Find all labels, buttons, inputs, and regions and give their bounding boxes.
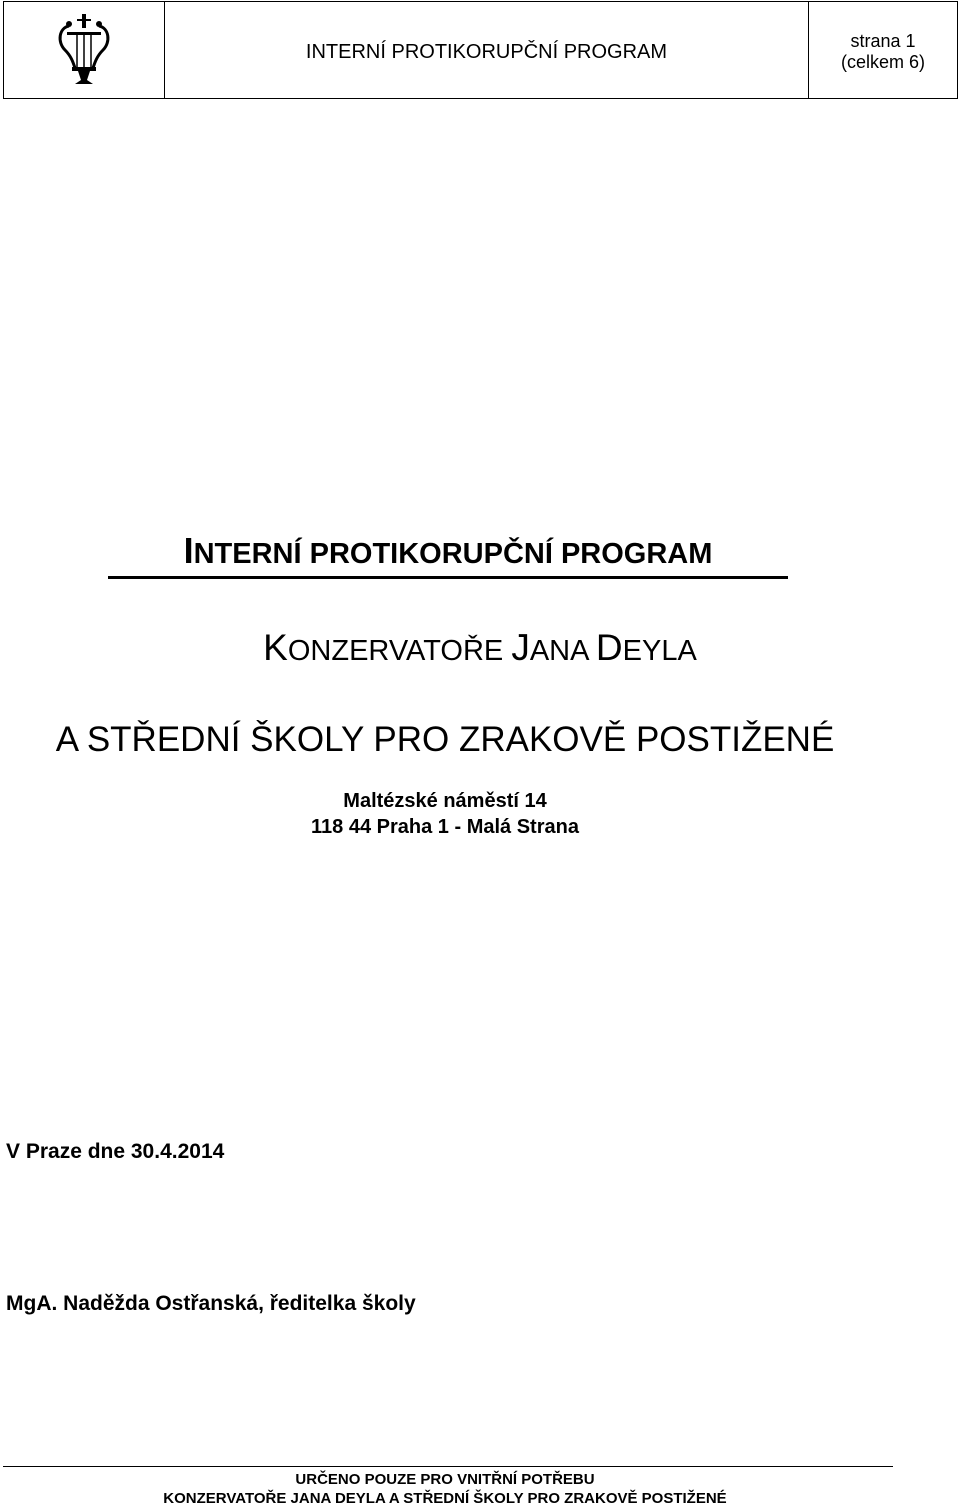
- signature-line: MgA. Naděžda Ostřanská, ředitelka školy: [6, 1292, 416, 1315]
- header-table: [3, 1, 958, 99]
- word1-rest: ONZERVATOŘE: [287, 635, 512, 667]
- address-street: Maltézské náměstí 14: [343, 790, 547, 812]
- page-number: strana 1: [850, 31, 916, 51]
- word3-rest: EYLA: [622, 635, 697, 667]
- header-title: INTERNÍ PROTIKORUPČNÍ PROGRAM: [305, 40, 668, 63]
- document-title: [108, 530, 788, 575]
- title-underline: [108, 576, 788, 579]
- word3-initial: D: [595, 627, 623, 668]
- word1-initial: K: [263, 627, 288, 668]
- school-name-line2: A STŘEDNÍ ŠKOLY PRO ZRAKOVĚ POSTIŽENÉ: [55, 720, 835, 759]
- title-rest: NTERNÍ PROTIKORUPČNÍ PROGRAM: [193, 538, 713, 570]
- page-total: (celkem 6): [840, 52, 925, 72]
- header-page-cell: [809, 2, 957, 98]
- word2-initial: J: [511, 627, 530, 668]
- lyre-logo-icon: [53, 12, 115, 88]
- school-name-line1: [0, 628, 960, 671]
- date-line: V Praze dne 30.4.2014: [6, 1140, 225, 1163]
- footer-line1: URČENO POUZE PRO VNITŘNÍ POTŘEBU: [295, 1471, 595, 1488]
- word2-rest: ANA: [529, 635, 596, 667]
- address-city: 118 44 Praha 1 - Malá Strana: [311, 816, 579, 838]
- logo-cell: [4, 2, 165, 98]
- header-title-cell: [165, 2, 809, 98]
- footer-line2: KONZERVATOŘE JANA DEYLA A STŘEDNÍ ŠKOLY PRO ZRAKOVĚ POSTIŽENÉ: [163, 1490, 727, 1507]
- school-address: [0, 788, 890, 840]
- footer-divider: [3, 1466, 893, 1467]
- title-initial: I: [183, 530, 194, 571]
- footer: [0, 1470, 890, 1508]
